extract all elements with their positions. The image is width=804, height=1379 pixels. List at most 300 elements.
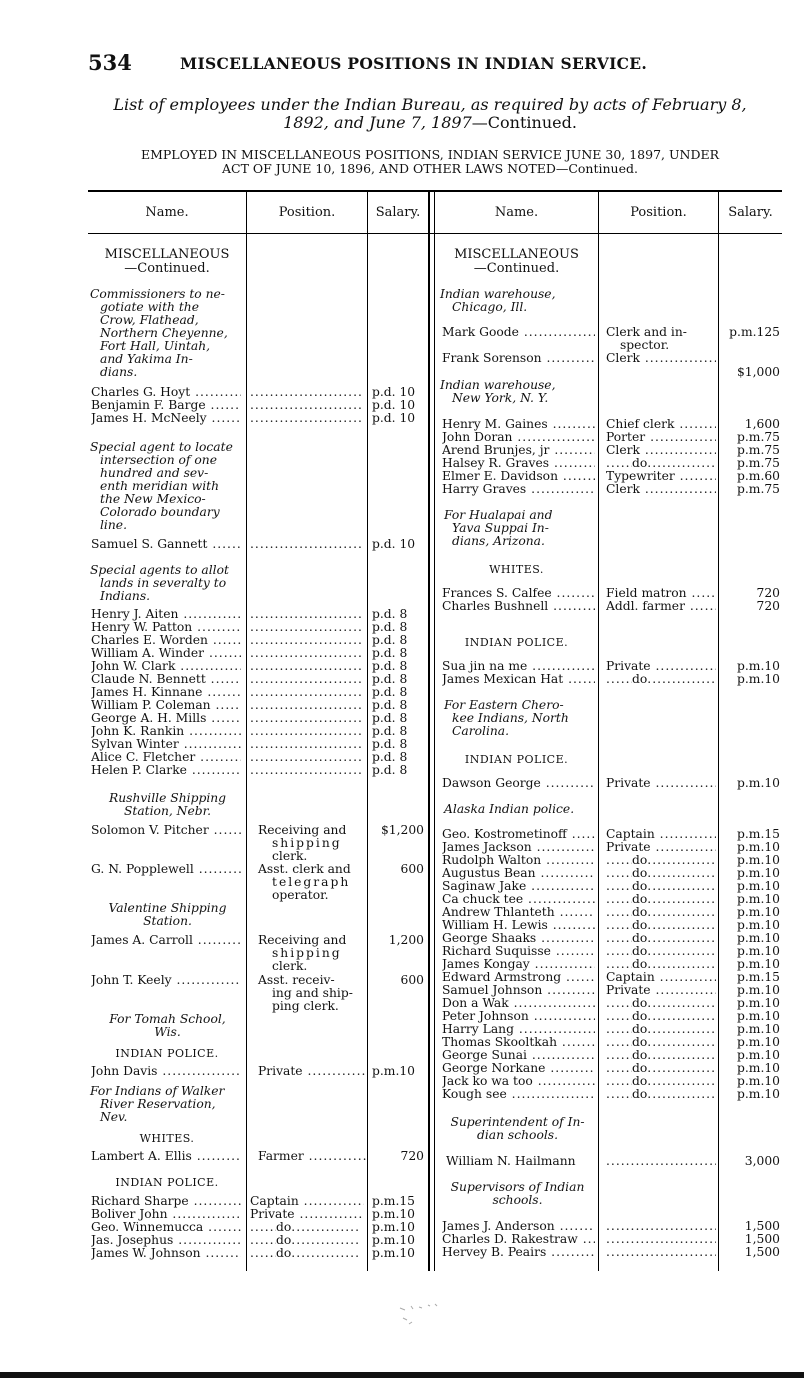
walker-heading [90, 1085, 245, 1124]
caption-line-1: List of employees under the Indian Bureau, as required by acts of February 8, [113, 95, 747, 114]
ditto-leader [647, 1075, 716, 1088]
alaska-row-name: Saginaw Jake ..... [442, 880, 595, 893]
allot-row-name: James H. Kinnane ..... [91, 686, 241, 699]
allot-row-salary: p.d. 8 [372, 672, 408, 686]
allot-row-salary: p.d. 8 [372, 685, 408, 699]
alaska-row-position [606, 854, 716, 867]
ditto-leader [647, 1088, 716, 1101]
newyork-row-position: Clerk ..... [606, 483, 716, 496]
ditto-leader [606, 673, 632, 686]
goode-position [606, 326, 718, 352]
commissioner-row-salary: p.d. 10 [372, 411, 416, 425]
keely-position-line: ing and ship- [272, 986, 353, 1000]
supervisors-heading [440, 1181, 595, 1207]
hualapai-police-row-salary: p.m.10 [737, 659, 780, 673]
ditto-leader [606, 854, 632, 867]
allot-row-salary: p.d. 8 [372, 659, 408, 673]
allot-row-name: William A. Winder ..... [91, 647, 241, 660]
allot-line: lands in severalty to [100, 576, 227, 590]
ditto-mark: do [276, 1247, 292, 1260]
left-misc-heading [88, 248, 246, 276]
ditto-mark: do [632, 457, 648, 470]
alaska-row-position [606, 1049, 716, 1062]
supervisor-row-position-leader [606, 1233, 716, 1246]
allot-row-salary: p.d. 8 [372, 763, 408, 777]
walker-police-row-salary: p.m.10 [372, 1207, 415, 1221]
special-agent-line: intersection of one [100, 453, 217, 467]
allot-row-salary: p.d. 8 [372, 646, 408, 660]
alaska-row-salary: p.m.10 [737, 983, 780, 997]
ditto-leader [647, 1049, 716, 1062]
ditto-leader [647, 880, 716, 893]
superintendent-line: Superintendent of In- [450, 1115, 585, 1129]
left-misc-continued: —Continued. [124, 261, 210, 276]
commissioner-row-name: Charles G. Hoyt ..... [91, 386, 241, 399]
popplewell-position-line: operator. [272, 888, 329, 902]
hualapai-white-row-position: Field matron ..... [606, 587, 716, 600]
alaska-row-name: Geo. Kostrometinoff ..... [442, 828, 595, 841]
chicago-line: Chicago, Ill. [452, 300, 528, 314]
commissioner-row-position-leader [250, 386, 364, 399]
alaska-row-name: Peter Johnson ..... [442, 1010, 595, 1023]
right-misc-title: MISCELLANEOUS [454, 247, 579, 262]
hualapai-white-row-salary: 720 [756, 599, 780, 613]
carroll-salary: 1,200 [388, 933, 424, 947]
tomah-police-caption: INDIAN POLICE. [115, 1047, 219, 1060]
allot-row-name: John W. Clark ..... [91, 660, 241, 673]
ditto-leader [606, 932, 632, 945]
walker-police-row-name: Richard Sharpe ..... [91, 1195, 241, 1208]
table-caption [80, 96, 780, 132]
carroll-position-line: clerk. [272, 959, 308, 973]
walker-police-row-position [250, 1221, 364, 1234]
hualapai-police-row-position [606, 673, 716, 686]
hualapai-police-row-salary: p.m.10 [737, 672, 780, 686]
alaska-row-salary: p.m.15 [737, 970, 780, 984]
alaska-row-salary: p.m.10 [737, 1022, 780, 1036]
goode-name: Mark Goode ..... [442, 326, 595, 339]
alaska-row-salary: p.m.10 [737, 1035, 780, 1049]
hualapai-heading [440, 509, 595, 548]
pitcher-name: Solomon V. Pitcher ..... [91, 824, 241, 837]
alaska-row-position [606, 906, 716, 919]
goode-position-line: Clerk and in- [606, 325, 687, 339]
supervisor-row-position-leader [606, 1246, 716, 1259]
newyork-row-position: Chief clerk ..... [606, 418, 716, 431]
hualapai-police-row-position: Private ..... [606, 660, 716, 673]
page-bottom-edge [0, 1372, 804, 1378]
right-misc-heading [435, 248, 598, 276]
ditto-leader [606, 1023, 632, 1036]
walker-police-row-position [250, 1234, 364, 1247]
ditto-mark: do [276, 1221, 292, 1234]
pitcher-position-line: shipping [272, 836, 342, 850]
rushville-line: Station, Nebr. [123, 804, 212, 818]
alaska-row-position [606, 1062, 716, 1075]
superintendent-line: dian schools. [476, 1128, 559, 1142]
allot-row-position-leader [250, 712, 364, 725]
allot-row-name: George A. H. Mills ..... [91, 712, 241, 725]
ditto-leader [647, 906, 716, 919]
supervisor-row-name: James J. Anderson ..... [442, 1220, 595, 1233]
commissioners-line: and Yakima In- [100, 352, 193, 366]
caption-line-2 [80, 114, 780, 132]
allot-row-salary: p.d. 8 [372, 633, 408, 647]
popplewell-name: G. N. Popplewell ..... [91, 863, 241, 876]
allot-row-name: Sylvan Winter ..... [91, 738, 241, 751]
alaska-row-position [606, 1075, 716, 1088]
allot-row-name: Alice C. Fletcher ..... [91, 751, 241, 764]
allot-row-position-leader [250, 764, 364, 777]
gannett-name: Samuel S. Gannett ..... [91, 538, 241, 551]
keely-position-line: Asst. receiv- [258, 973, 335, 987]
hailmann-position-leader [606, 1155, 716, 1168]
allot-row-name: Henry J. Aiten ..... [91, 608, 241, 621]
newyork-row-salary: p.m.75 [737, 456, 780, 470]
alaska-row-name: James Kongay ..... [442, 958, 595, 971]
walker-whites-caption: WHITES. [139, 1132, 195, 1145]
popplewell-salary: 600 [400, 862, 424, 876]
alaska-row-salary: p.m.10 [737, 866, 780, 880]
special-agent-line: hundred and sev- [100, 466, 209, 480]
newyork-row-name: Henry M. Gaines ..... [442, 418, 595, 431]
allot-row-position-leader [250, 621, 364, 634]
smudge-mark [395, 1300, 455, 1330]
alaska-row-position [606, 893, 716, 906]
dawson-salary: p.m.10 [737, 776, 780, 790]
ellis-name: Lambert A. Ellis ..... [91, 1150, 241, 1163]
alaska-row-salary: p.m.10 [737, 879, 780, 893]
dawson-name: Dawson George ..... [442, 777, 595, 790]
hualapai-whites-caption: WHITES. [489, 563, 544, 576]
popplewell-position-line: Asst. clerk and [258, 862, 351, 876]
alaska-row-position [606, 867, 716, 880]
print-smudge [395, 1300, 455, 1330]
newyork-row-salary: p.m.75 [737, 482, 780, 496]
supervisor-row-name: Charles D. Rakestraw ..... [442, 1233, 595, 1246]
carroll-name: James A. Carroll ..... [91, 934, 241, 947]
walker-police-row-name: Jas. Josephus ..... [91, 1234, 241, 1247]
gannett-position-leader [250, 538, 364, 551]
commissioners-line: dians. [100, 365, 138, 379]
commissioner-row-position-leader [250, 399, 364, 412]
allot-line: Indians. [100, 589, 151, 603]
alaska-row-name: Thomas Skooltkah ..... [442, 1036, 595, 1049]
ditto-leader [606, 880, 632, 893]
cherokee-police-caption: INDIAN POLICE. [464, 753, 569, 766]
newyork-row-salary: 1,600 [744, 417, 780, 431]
left-salary-header: Salary. [375, 205, 421, 220]
walker-line: River Reservation, [100, 1097, 216, 1111]
allot-row-salary: p.d. 8 [372, 750, 408, 764]
newyork-row-position: Porter ..... [606, 431, 716, 444]
allot-row-salary: p.d. 8 [372, 711, 408, 725]
commissioner-row-position-leader [250, 412, 364, 425]
alaska-row-name: Samuel Johnson ..... [442, 984, 595, 997]
keely-position-line: ping clerk. [272, 999, 339, 1013]
walker-police-row-name: Geo. Winnemucca ..... [91, 1221, 241, 1234]
ditto-leader [647, 997, 716, 1010]
alaska-row-salary: p.m.10 [737, 1009, 780, 1023]
ditto-leader [647, 919, 716, 932]
ditto-leader [291, 1247, 361, 1260]
ditto-mark: do [632, 880, 648, 893]
ditto-mark: do [632, 997, 648, 1010]
alaska-row-name: Jack ko wa too ..... [442, 1075, 595, 1088]
allot-row-position-leader [250, 725, 364, 738]
special-agent-line: the New Mexico- [100, 492, 206, 506]
ditto-leader [647, 945, 716, 958]
keely-salary: 600 [400, 973, 424, 987]
ditto-mark: do [632, 867, 648, 880]
allot-row-salary: p.d. 8 [372, 607, 408, 621]
ditto-mark: do [632, 958, 648, 971]
supervisor-row-salary: 1,500 [744, 1232, 780, 1246]
pitcher-salary: $1,200 [380, 823, 424, 837]
ditto-mark: do [632, 906, 648, 919]
alaska-row-salary: p.m.10 [737, 840, 780, 854]
ditto-mark: do [632, 1062, 648, 1075]
cherokee-line: kee Indians, North [452, 711, 569, 725]
table-top-rule [88, 190, 782, 192]
alaska-row-name: Rudolph Walton ..... [442, 854, 595, 867]
pitcher-position [258, 824, 366, 863]
supervisor-row-position-leader [606, 1220, 716, 1233]
right-name-header: Name. [494, 205, 539, 220]
keely-position [258, 974, 366, 1013]
newyork-row-name: Arend Brunjes, jr ..... [442, 444, 595, 457]
alaska-row-name: Ca chuck tee ..... [442, 893, 595, 906]
hailmann-name: William N. Hailmann [446, 1154, 576, 1168]
ditto-leader [606, 1088, 632, 1101]
tomah-line: Wis. [154, 1025, 181, 1039]
left-position-header: Position. [278, 205, 336, 220]
allot-row-salary: p.d. 8 [372, 620, 408, 634]
ditto-mark: do [632, 1075, 648, 1088]
alaska-row-name: George Shaaks ..... [442, 932, 595, 945]
ditto-leader [647, 1023, 716, 1036]
walker-police-caption: INDIAN POLICE. [115, 1176, 219, 1189]
ditto-mark: do [632, 854, 648, 867]
ditto-leader [647, 1010, 716, 1023]
ditto-leader [291, 1234, 361, 1247]
supervisor-row-name: Hervey B. Peairs ..... [442, 1246, 595, 1259]
ditto-mark: do [632, 893, 648, 906]
walker-police-row-position [250, 1247, 364, 1260]
alaska-row-name: George Norkane ..... [442, 1062, 595, 1075]
ditto-mark: do [632, 1088, 648, 1101]
newyork-heading [440, 379, 595, 405]
ditto-leader [606, 945, 632, 958]
allot-line: Special agents to allot [90, 563, 229, 577]
hualapai-police-row-name: Sua jin na me ..... [442, 660, 595, 673]
alaska-row-name: Kough see ..... [442, 1088, 595, 1101]
left-name-header: Name. [145, 205, 189, 220]
allot-heading [90, 564, 245, 603]
allot-row-position-leader [250, 673, 364, 686]
hualapai-line: dians, Arizona. [452, 534, 545, 548]
carroll-position-line: shipping [272, 946, 342, 960]
ditto-mark: do [632, 673, 648, 686]
allot-row-name: William P. Coleman ..... [91, 699, 241, 712]
commissioners-heading [90, 288, 245, 379]
alaska-row-position [606, 880, 716, 893]
hualapai-line: For Hualapai and [444, 508, 553, 522]
ditto-mark: do [632, 1036, 648, 1049]
alaska-row-salary: p.m.10 [737, 944, 780, 958]
right-salary-header: Salary. [728, 205, 773, 220]
supervisors-line: Supervisors of Indian [450, 1180, 585, 1194]
hualapai-police-row-name: James Mexican Hat ..... [442, 673, 595, 686]
hualapai-police-caption: INDIAN POLICE. [464, 636, 569, 649]
ellis-position: Farmer ..... [258, 1150, 366, 1163]
ditto-mark: do [632, 1023, 648, 1036]
goode-position-line: spector. [620, 338, 670, 352]
col-rule-4 [598, 191, 599, 1271]
popplewell-position-line: telegraph [272, 875, 351, 889]
hualapai-line: Yava Suppai In- [452, 521, 549, 535]
newyork-row-name: Elmer E. Davidson ..... [442, 470, 595, 483]
alaska-row-name: James Jackson ..... [442, 841, 595, 854]
ditto-leader [606, 867, 632, 880]
newyork-row-salary: p.m.60 [737, 469, 780, 483]
davis-position: Private ..... [258, 1065, 366, 1078]
caption-dates: 1892, and June 7, 1897 [283, 113, 472, 132]
ditto-leader [606, 919, 632, 932]
allot-row-name: Henry W. Patton ..... [91, 621, 241, 634]
alaska-row-position [606, 997, 716, 1010]
tomah-heading [90, 1013, 245, 1039]
right-misc-continued: —Continued. [473, 261, 560, 276]
gannett-salary: p.d. 10 [372, 537, 416, 551]
hailmann-salary: 3,000 [744, 1154, 780, 1168]
alaska-row-salary: p.m.10 [737, 931, 780, 945]
valentine-line: Valentine Shipping [108, 901, 227, 915]
alaska-row-salary: p.m.10 [737, 1048, 780, 1062]
allot-row-name: Charles E. Worden ..... [91, 634, 241, 647]
newyork-row-salary: p.m.75 [737, 443, 780, 457]
col-rule-2 [367, 191, 368, 1271]
alaska-row-salary: p.m.10 [737, 996, 780, 1010]
allot-row-position-leader [250, 699, 364, 712]
special-agent-line: enth meridian with [100, 479, 219, 493]
ditto-leader [647, 958, 716, 971]
ditto-leader [606, 906, 632, 919]
commissioner-row-name: Benjamin F. Barge ..... [91, 399, 241, 412]
commissioners-line: gotiate with the [100, 300, 199, 314]
allot-row-position-leader [250, 738, 364, 751]
section-heading [80, 148, 780, 176]
carroll-position [258, 934, 366, 973]
ditto-leader [647, 457, 716, 470]
valentine-heading [90, 902, 245, 928]
alaska-row-position [606, 1036, 716, 1049]
popplewell-position [258, 863, 366, 902]
commissioner-row-salary: p.d. 10 [372, 398, 416, 412]
section-heading-line-1: EMPLOYED IN MISCELLANEOUS POSITIONS, INDIAN SERVICE JUNE 30, 1897, UNDER [140, 147, 720, 162]
walker-police-row-salary: p.m.10 [372, 1233, 415, 1247]
newyork-row-position: Clerk ..... [606, 444, 716, 457]
allot-row-position-leader [250, 634, 364, 647]
alaska-row-name: William H. Lewis ..... [442, 919, 595, 932]
alaska-row-position: Captain ..... [606, 828, 716, 841]
cherokee-line: Carolina. [452, 724, 510, 738]
alaska-row-salary: p.m.10 [737, 918, 780, 932]
chicago-heading [440, 288, 595, 314]
chicago-line: Indian warehouse, [440, 287, 556, 301]
cherokee-line: For Eastern Chero- [444, 698, 564, 712]
alaska-heading: Alaska Indian police. [444, 802, 575, 816]
alaska-row-name: Edward Armstrong ..... [442, 971, 595, 984]
special-agent-heading [90, 441, 245, 532]
ditto-mark: do [632, 945, 648, 958]
alaska-row-salary: p.m.10 [737, 853, 780, 867]
special-agent-line: Colorado boundary [100, 505, 220, 519]
ditto-mark: do [632, 932, 648, 945]
alaska-row-position: Private ..... [606, 984, 716, 997]
alaska-row-position [606, 1023, 716, 1036]
sorenson-position: Clerk ..... [606, 352, 716, 365]
ditto-leader [606, 1075, 632, 1088]
commissioners-line: Northern Cheyenne, [100, 326, 228, 340]
ditto-leader [647, 1036, 716, 1049]
ditto-mark: do [632, 1049, 648, 1062]
allot-row-position-leader [250, 647, 364, 660]
alaska-row-position [606, 932, 716, 945]
ditto-mark: do [276, 1234, 292, 1247]
ditto-leader [250, 1221, 276, 1234]
ditto-leader [606, 1036, 632, 1049]
alaska-row-name: George Sunai ..... [442, 1049, 595, 1062]
hualapai-white-row-salary: 720 [756, 586, 780, 600]
right-position-header: Position. [630, 205, 687, 220]
pitcher-position-line: clerk. [272, 849, 308, 863]
ditto-leader [647, 893, 716, 906]
ellis-salary: 720 [400, 1149, 424, 1163]
keely-name: John T. Keely ..... [91, 974, 241, 987]
ditto-leader [606, 1062, 632, 1075]
ditto-mark: do [632, 1010, 648, 1023]
tomah-line: For Tomah School, [109, 1012, 226, 1026]
col-rule-5 [718, 191, 719, 1271]
newyork-line: New York, N. Y. [452, 391, 549, 405]
ditto-leader [606, 457, 632, 470]
newyork-row-name: Harry Graves ..... [442, 483, 595, 496]
alaska-row-name: Andrew Thlanteth ..... [442, 906, 595, 919]
alaska-row-name: Harry Lang ..... [442, 1023, 595, 1036]
left-misc-title: MISCELLANEOUS [104, 247, 230, 262]
allot-row-name: Claude N. Bennett ..... [91, 673, 241, 686]
walker-police-row-salary: p.m.10 [372, 1246, 415, 1260]
commissioners-line: Crow, Flathead, [100, 313, 199, 327]
newyork-row-position [606, 457, 716, 470]
caption-continued: —Continued. [471, 113, 577, 132]
alaska-row-salary: p.m.10 [737, 905, 780, 919]
ditto-leader [291, 1221, 361, 1234]
col-rule-3 [434, 191, 435, 1271]
walker-police-row-salary: p.m.10 [372, 1220, 415, 1234]
section-heading-line-2: ACT OF JUNE 10, 1896, AND OTHER LAWS NOTED—Continued. [222, 161, 638, 176]
ditto-leader [647, 867, 716, 880]
ditto-leader [647, 854, 716, 867]
sorenson-name: Frank Sorenson ..... [442, 352, 595, 365]
allot-row-position-leader [250, 660, 364, 673]
ditto-mark: do [632, 919, 648, 932]
allot-row-salary: p.d. 8 [372, 698, 408, 712]
davis-salary: p.m.10 [372, 1064, 415, 1078]
allot-row-salary: p.d. 8 [372, 737, 408, 751]
alaska-row-position [606, 958, 716, 971]
